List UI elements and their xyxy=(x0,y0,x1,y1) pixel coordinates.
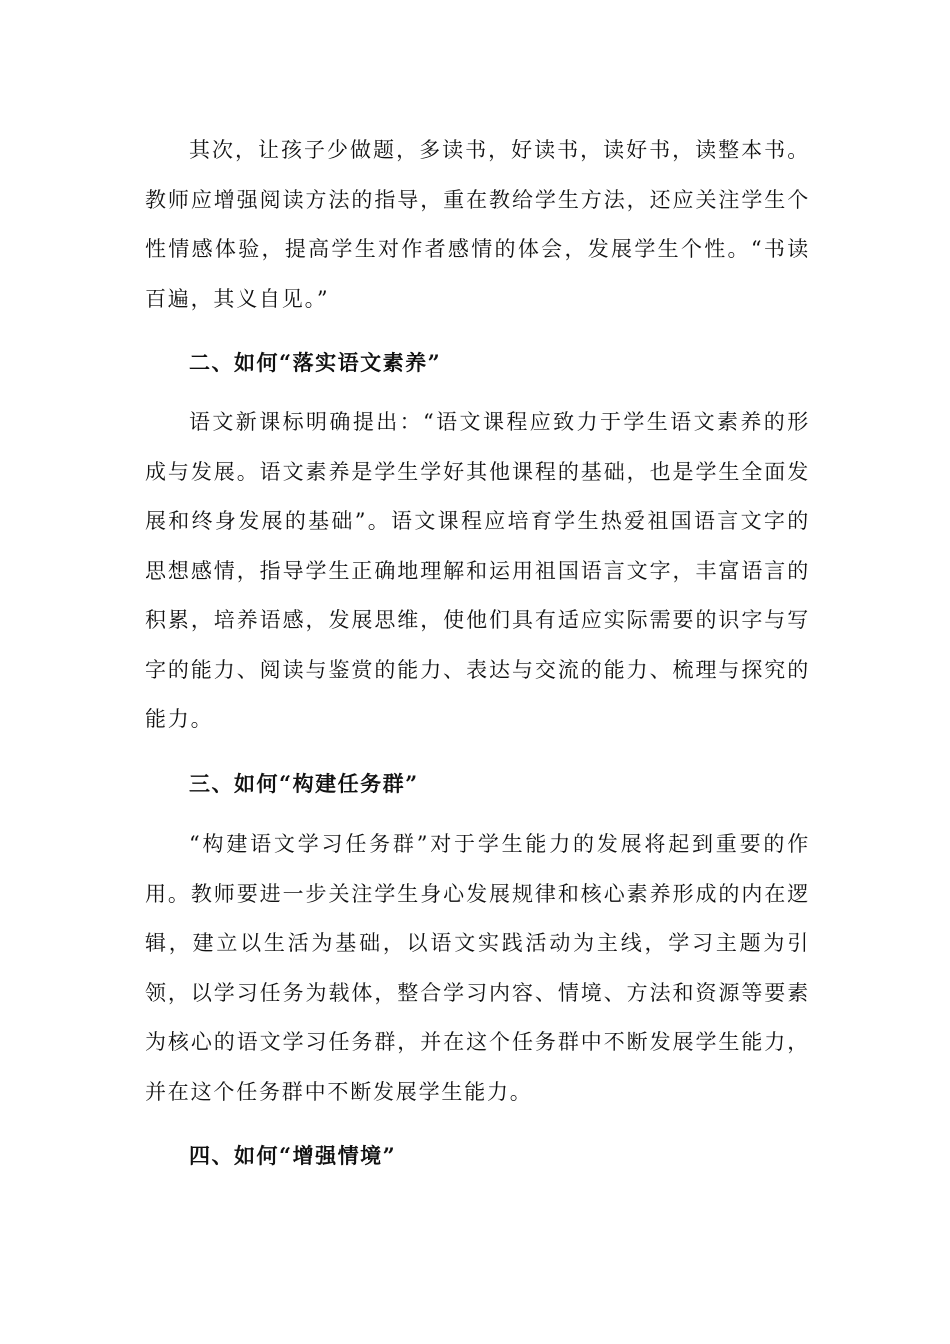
paragraph-literacy: 语文新课标明确提出：“语文课程应致力于学生语文素养的形成与发展。语文素养是学生学好其他课程的基础，也是学生全面发展和终身发展的基础”。语文课程应培育学生热爱祖国语言文字的思想感情，指导学生正确地理解和运用祖国语言文字，丰富语言的积累，培养语感，发展思维，使他们具有适应实际需要的识字与写字的能力、阅读与鉴赏的能力、表达与交流的能力、梳理与探究的能力。 xyxy=(145,410,810,731)
heading-task-group: 三、如何“构建任务群” xyxy=(189,771,419,796)
heading-literacy: 二、如何“落实语文素养” xyxy=(189,350,442,375)
paragraph-task-group: “构建语文学习任务群”对于学生能力的发展将起到重要的作用。教师要进一步关注学生身心发展规律和核心素养形成的内在逻辑，建立以生活为基础，以语文实践活动为主线，学习主题为引领，以学习任务为载体，整合学习内容、情境、方法和资源等要素为核心的语文学习任务群，并在这个任务群中不断发展学生能力，并在这个任务群中不断发展学生能力。 xyxy=(145,832,810,1104)
heading-context: 四、如何“增强情境” xyxy=(189,1143,397,1168)
paragraph-reading: 其次，让孩子少做题，多读书，好读书，读好书，读整本书。教师应增强阅读方法的指导，重在教给学生方法，还应关注学生个性情感体验，提高学生对作者感情的体会，发展学生个性。“书读百遍，其义自见。” xyxy=(145,138,810,311)
